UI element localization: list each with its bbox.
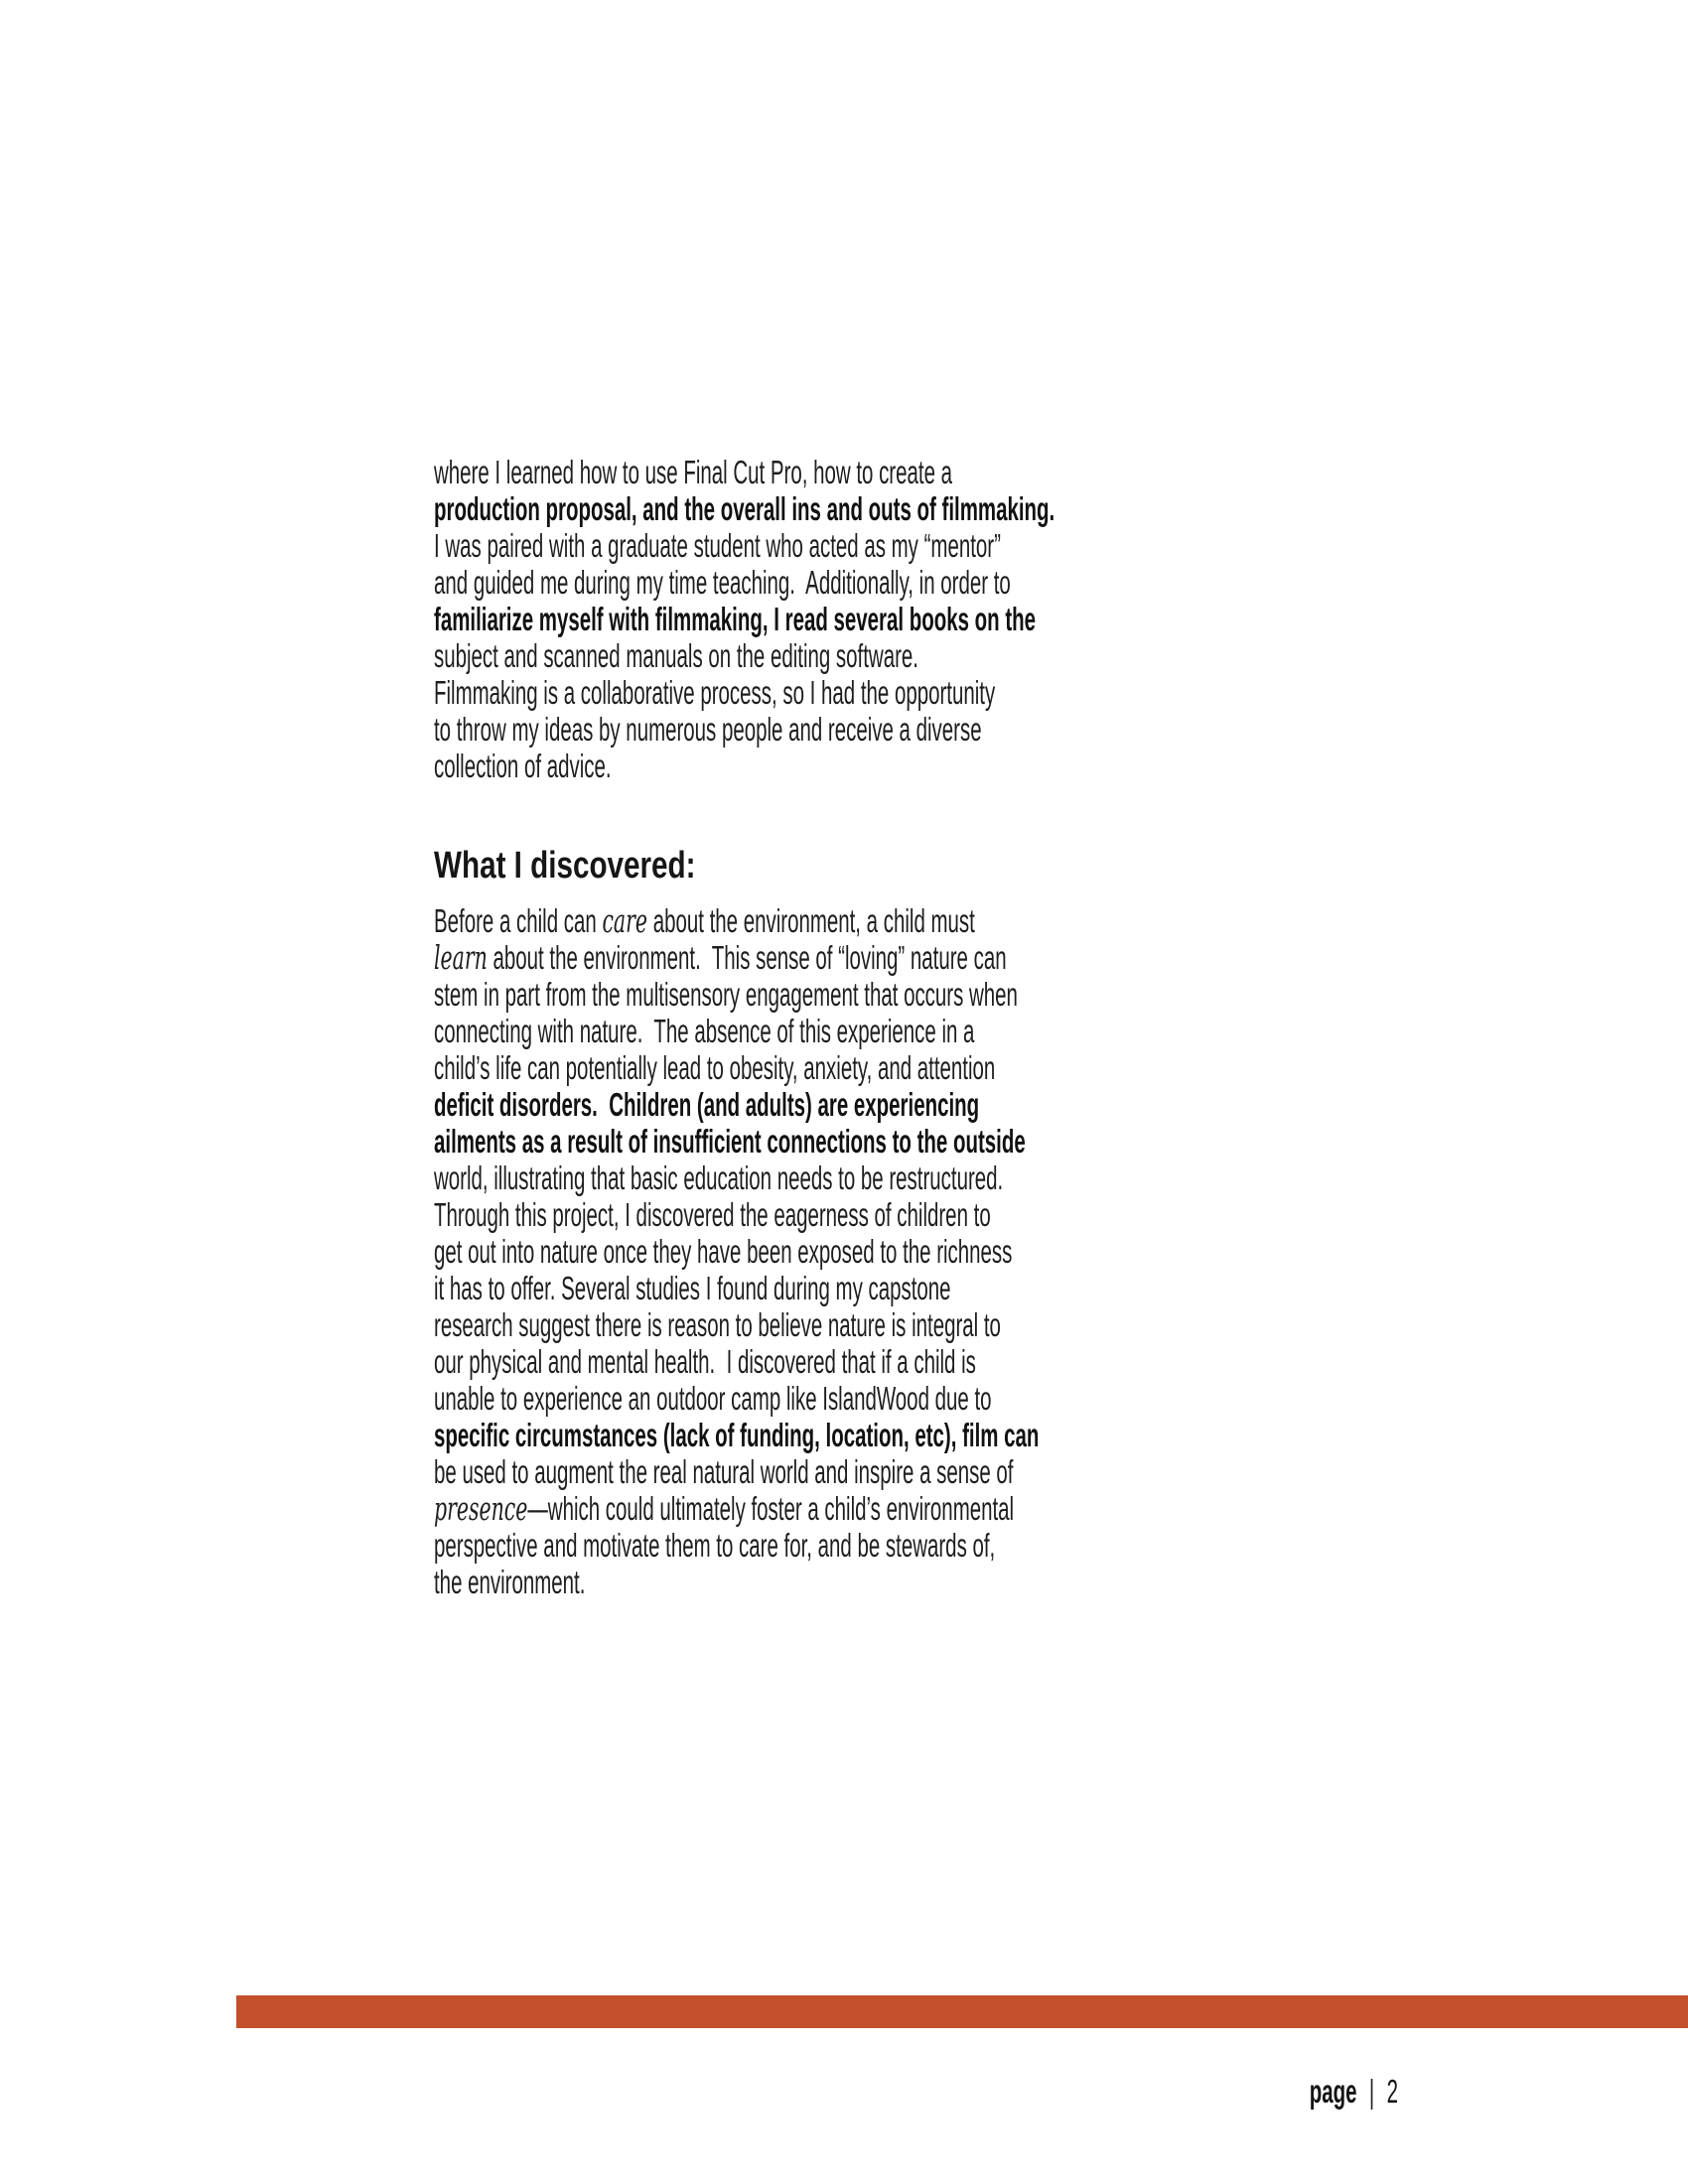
body-text: about the environment. This sense of “loving” nature can: [487, 939, 1007, 976]
page-number: 2: [1386, 2073, 1398, 2110]
footer-separator: |: [1368, 2073, 1375, 2110]
text-line: [434, 1233, 1173, 1270]
text-line: [434, 1527, 1173, 1564]
bold-text: ailments as a result of insufficient connections to the outside: [434, 1123, 1026, 1160]
text-line: [434, 711, 1173, 748]
body-text: our physical and mental health. I discovered that if a child is: [434, 1343, 976, 1380]
italic-text: care: [602, 901, 648, 940]
text-line: [434, 1086, 1173, 1123]
section-heading-label: What I discovered:: [434, 845, 696, 887]
body-text: collection of advice.: [434, 748, 612, 784]
text-line: [434, 564, 1173, 601]
body-text: get out into nature once they have been exposed to the richness: [434, 1233, 1013, 1270]
text-line: [434, 1453, 1173, 1490]
text-line: [434, 1049, 1173, 1086]
text-line: [434, 454, 1173, 490]
body-text: world, illustrating that basic education needs to be restructured.: [434, 1160, 1004, 1196]
body-text: Filmmaking is a collaborative process, so I had the opportunity: [434, 674, 996, 711]
text-line: [434, 637, 1173, 674]
body-text: I was paired with a graduate student who acted as my “mentor”: [434, 527, 1001, 564]
body-text: Through this project, I discovered the eagerness of children to: [434, 1196, 991, 1233]
body-text: about the environment, a child must: [647, 902, 975, 939]
body-text: child’s life can potentially lead to obesity, anxiety, and attention: [434, 1049, 996, 1086]
italic-text: presence: [434, 1489, 528, 1528]
body-text: be used to augment the real natural world and inspire a sense of: [434, 1453, 1014, 1490]
body-text: connecting with nature. The absence of this experience in a: [434, 1013, 975, 1049]
body-text: stem in part from the multisensory engagement that occurs when: [434, 976, 1018, 1013]
page-label: page: [1309, 2073, 1357, 2110]
body-text: perspective and motivate them to care for, and be stewards of,: [434, 1527, 996, 1564]
page-footer: [1200, 2036, 1398, 2146]
text-line: [434, 1306, 1173, 1343]
body-text: —which could ultimately foster a child’s environmental: [527, 1490, 1015, 1527]
text-line: [434, 674, 1173, 711]
body-text: unable to experience an outdoor camp like IslandWood due to: [434, 1380, 992, 1417]
text-line: [434, 976, 1173, 1013]
body-text: to throw my ideas by numerous people and receive a diverse: [434, 711, 982, 748]
discovered-paragraph-text: [434, 902, 1173, 1600]
body-text: Before a child can: [434, 902, 603, 939]
text-line: [434, 1160, 1173, 1196]
text-line: [434, 1417, 1173, 1453]
text-line: [434, 1123, 1173, 1160]
text-line: [434, 601, 1173, 637]
text-line: [434, 939, 1173, 976]
page-footer-text: [1276, 2036, 1398, 2146]
text-line: [434, 1013, 1173, 1049]
text-line: [434, 1564, 1173, 1600]
text-line: [434, 1380, 1173, 1417]
section-heading: [434, 844, 770, 887]
footer-accent-bar: [236, 1995, 1688, 2028]
text-line: [434, 490, 1173, 527]
body-text: the environment.: [434, 1564, 586, 1600]
body-text: subject and scanned manuals on the editing software.: [434, 637, 918, 674]
intro-paragraph: [434, 454, 1625, 784]
text-line: [434, 902, 1173, 939]
italic-text: learn: [434, 938, 488, 977]
text-line: [434, 1490, 1173, 1527]
body-text: research suggest there is reason to believe nature is integral to: [434, 1306, 1001, 1343]
text-line: [434, 1343, 1173, 1380]
text-line: [434, 527, 1173, 564]
bold-text: familiarize myself with filmmaking, I read several books on the: [434, 601, 1037, 637]
bold-text: specific circumstances (lack of funding, location, etc), film can: [434, 1417, 1040, 1453]
discovered-paragraph: [434, 902, 1625, 1600]
body-text: and guided me during my time teaching. Additionally, in order to: [434, 564, 1011, 601]
text-line: [434, 1270, 1173, 1306]
bold-text: deficit disorders. Children (and adults) are experiencing: [434, 1086, 980, 1123]
intro-paragraph-text: [434, 454, 1173, 784]
body-text: where I learned how to use Final Cut Pro, how to create a: [434, 454, 953, 490]
text-line: [434, 1196, 1173, 1233]
bold-text: production proposal, and the overall ins and outs of filmmaking.: [434, 490, 1055, 527]
text-line: [434, 748, 1173, 784]
body-text: it has to offer. Several studies I found during my capstone: [434, 1270, 951, 1306]
